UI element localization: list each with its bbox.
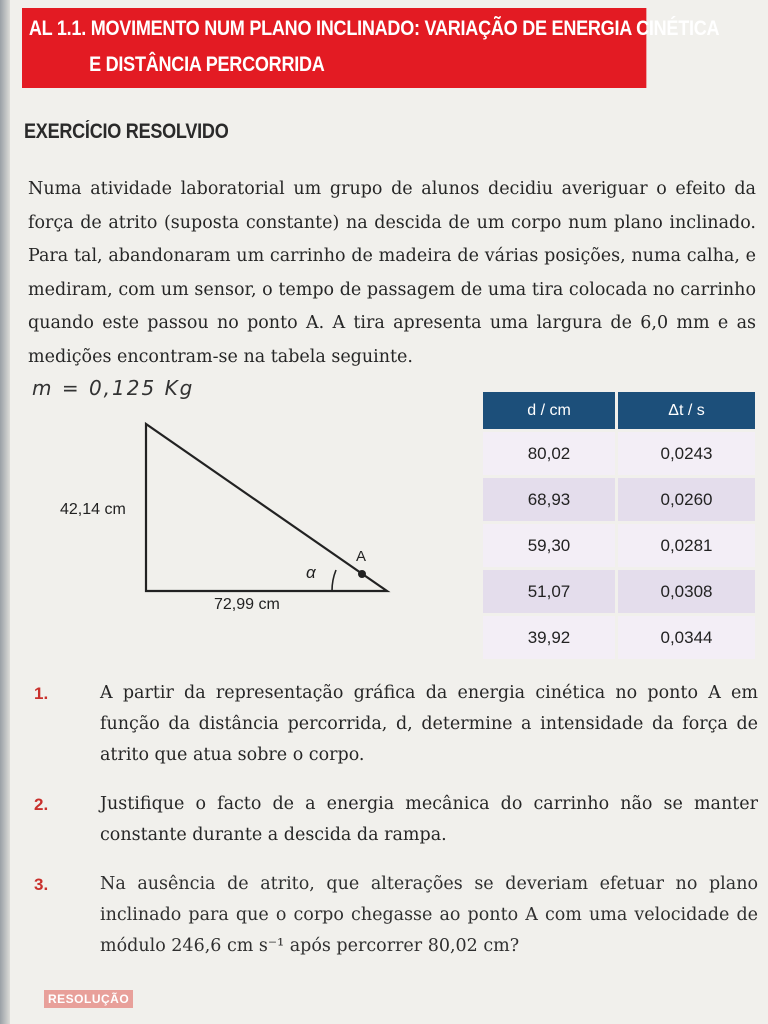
angle-arc [332,570,336,591]
question-item [34,869,758,962]
table-row [483,615,755,660]
base-label: 72,99 cm [214,596,280,613]
table-cell: 68,93 [483,477,617,523]
height-label: 42,14 cm [60,501,126,518]
table-header-row [483,392,755,431]
question-text: A partir da representação gráfica da energia cinética no ponto A em função da distância percorrida, d, determine a intensidade da força de atrito que atua sobre o corpo. [100,683,758,765]
table-cell: 80,02 [483,431,617,477]
banner-title-line1: AL 1.1. MOVIMENTO NUM PLANO INCLINADO: VARIAÇÃO DE ENERGIA CINÉTICA [28,17,720,40]
question-text: Na ausência de atrito, que alterações se deveriam efetuar no plano inclinado para que o corpo chegasse ao ponto A com uma velocidade de módulo 246,6 cm s⁻¹ após percorrer 80,02 cm? [100,874,758,956]
question-text: Justifique o facto de a energia mecânica do carrinho não se manter constante durante a descida da rampa. [100,794,758,845]
measurements-table [483,392,755,659]
column-header-distance: d / cm [483,392,617,431]
question-number: 3. [34,875,49,894]
triangle-shape [146,424,387,591]
point-a-label: A [356,548,367,565]
column-header-time: Δt / s [617,392,756,431]
table-cell: 0,0344 [617,615,756,660]
table-cell: 39,92 [483,615,617,660]
table-row [483,523,755,569]
chapter-banner [22,8,720,88]
table-cell: 59,30 [483,523,617,569]
table-cell: 0,0243 [617,431,756,477]
table-cell: 0,0281 [617,523,756,569]
angle-label: α [306,563,316,582]
exercise-statement: Numa atividade laboratorial um grupo de alunos decidiu averiguar o efeito da força de atrito (suposta constante) na descida de um corpo num plano inclinado. Para tal, abandonaram um carrinho de madeira de várias posições, numa calha, e mediram, com um sensor, o tempo de passagem de uma tira colocada no carrinho quando este passou no ponto A. A tira apresenta uma largura de 6,0 mm e as medições encontram-se na tabela seguinte. [28,179,756,367]
page-edge-shadow [0,0,10,1024]
table-row [483,569,755,615]
inclined-plane-diagram [40,410,400,620]
question-number: 1. [34,684,49,703]
point-a-marker [358,570,366,578]
table-cell: 0,0308 [617,569,756,615]
table-cell: 51,07 [483,569,617,615]
section-title: EXERCÍCIO RESOLVIDO [24,120,229,143]
question-number: 2. [34,795,49,814]
resolution-tag[interactable]: RESOLUÇÃO [44,990,133,1008]
table-row [483,431,755,477]
question-item [34,789,758,851]
question-item [34,678,758,771]
table-cell: 0,0260 [617,477,756,523]
banner-title-line2: E DISTÂNCIA PERCORRIDA [89,53,325,76]
table-row [483,477,755,523]
question-list [34,678,758,980]
handwritten-mass-note: m = 0,125 Kg [32,376,195,400]
